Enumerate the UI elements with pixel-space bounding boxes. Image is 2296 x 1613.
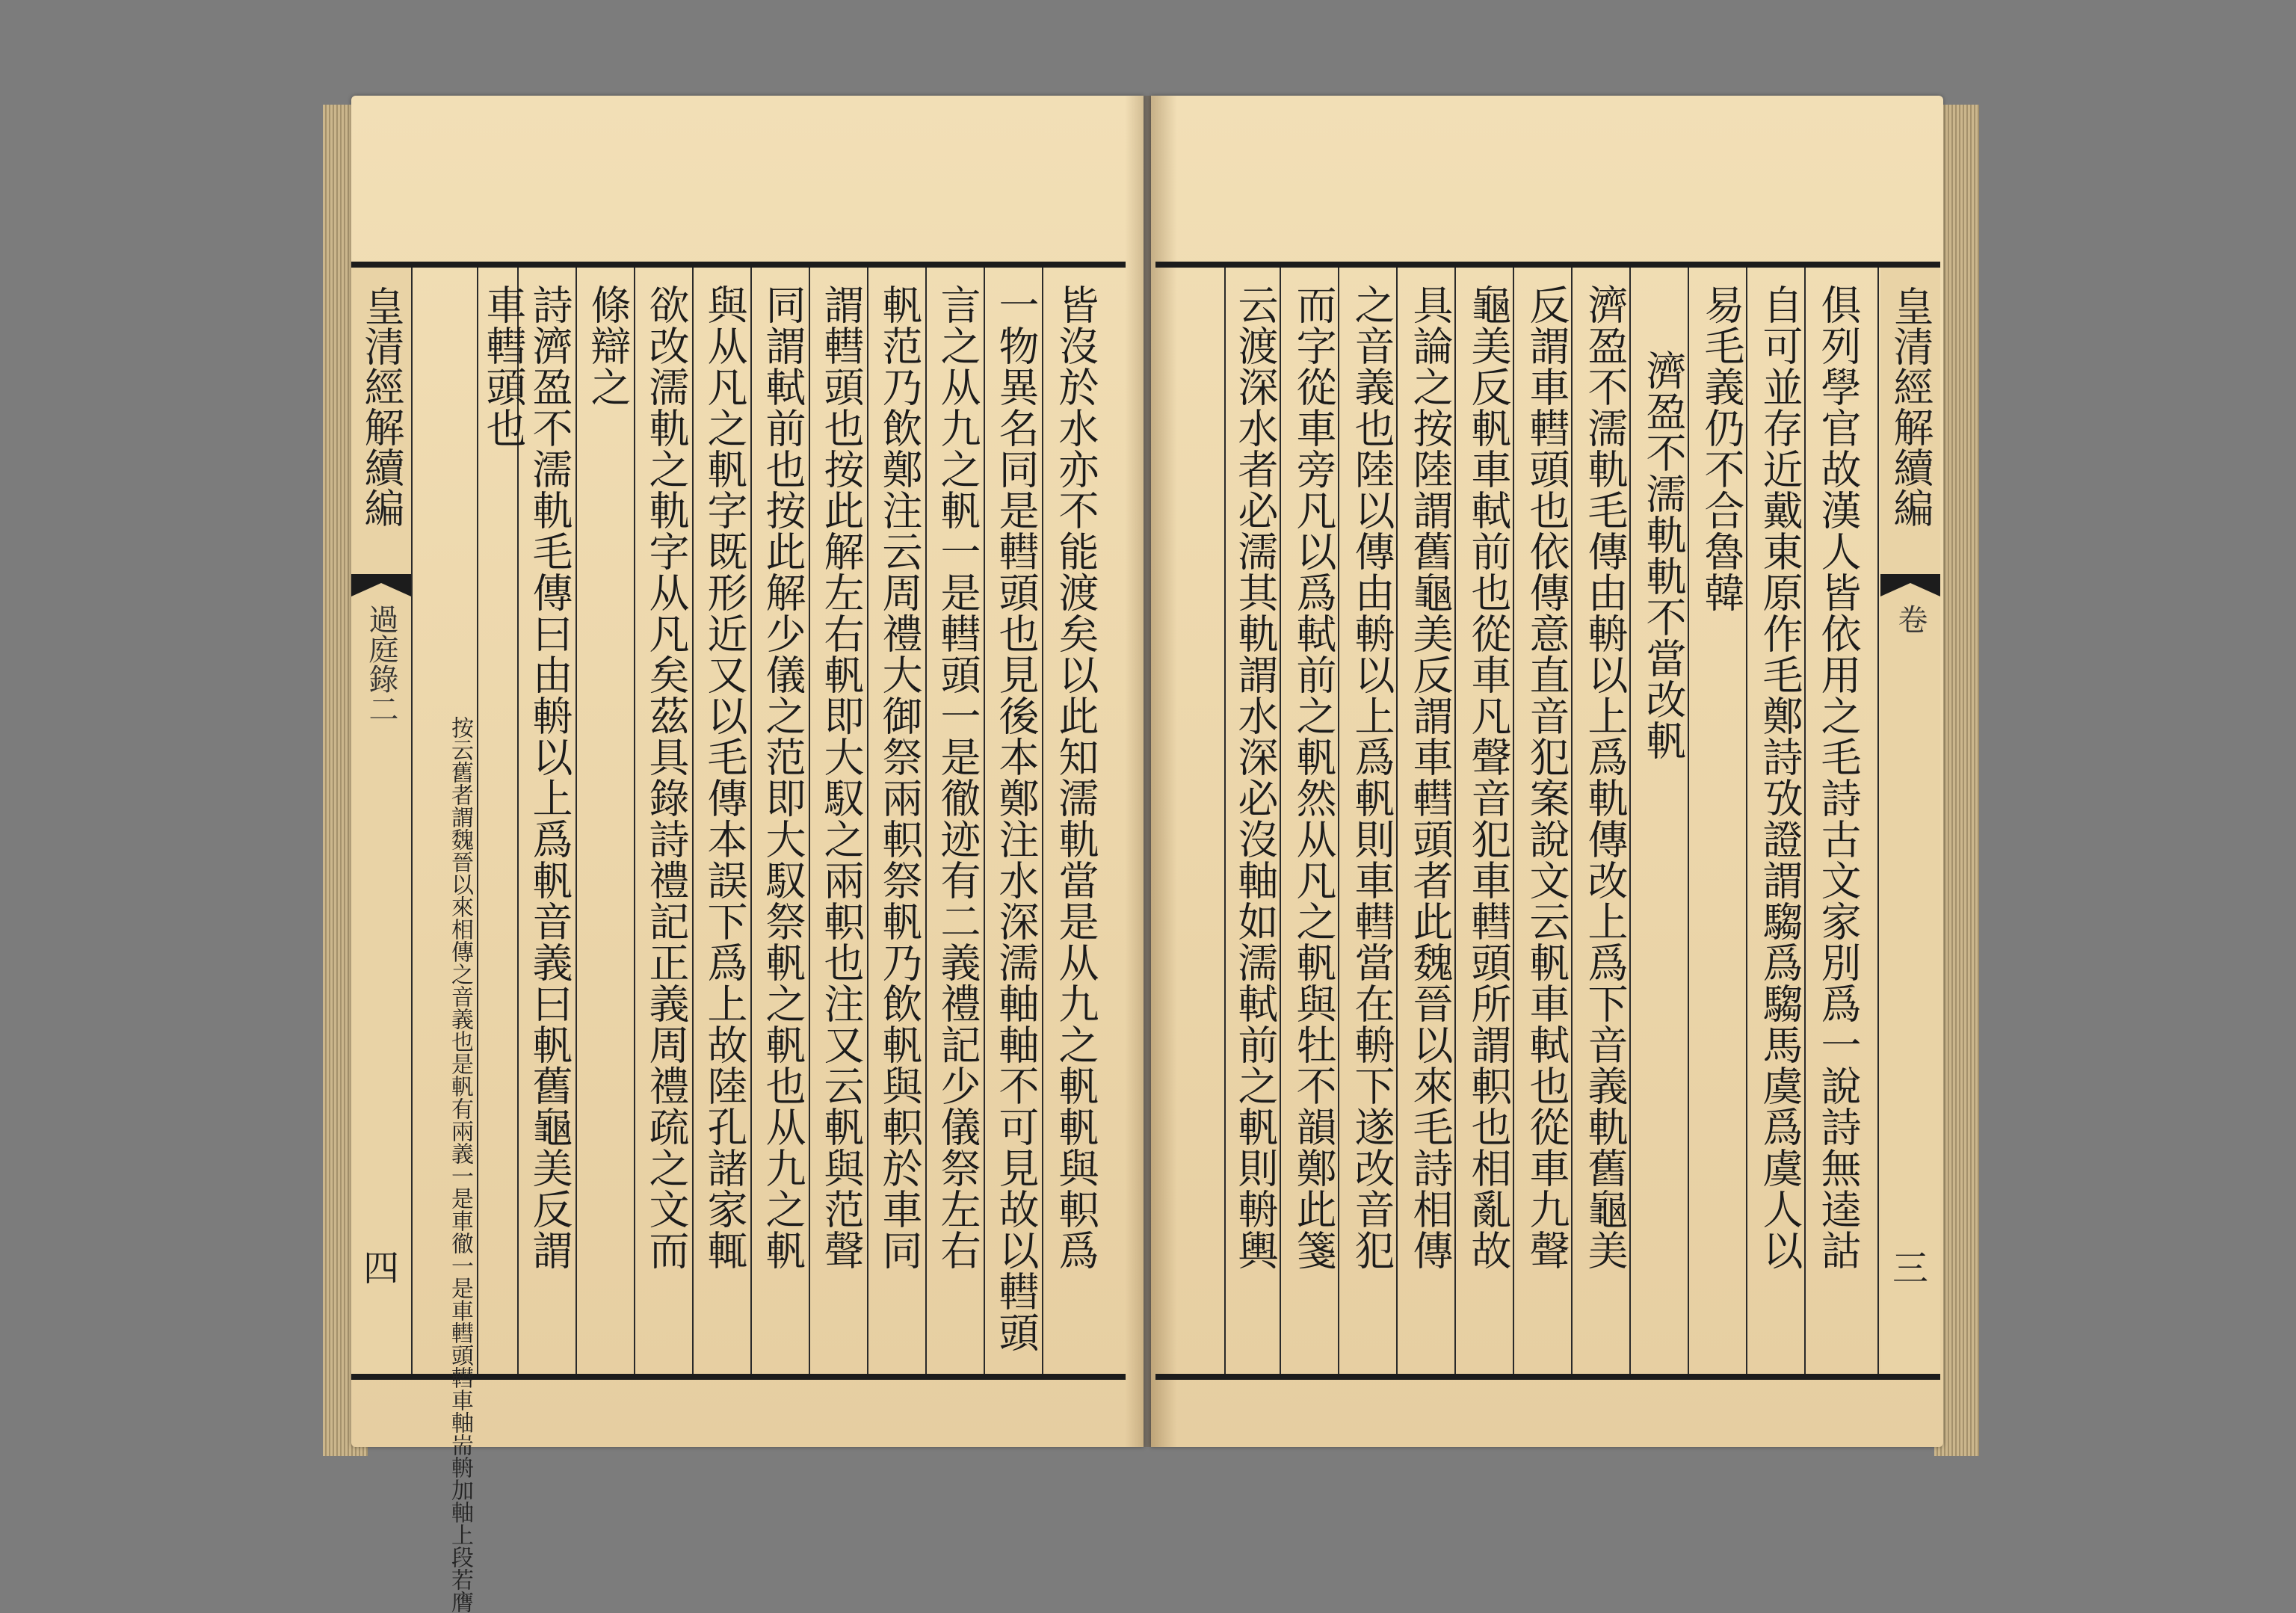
- text-column: 皆沒於水亦不能渡矣以此知濡軌當是从九之軓軓與軹爲: [1052, 284, 1099, 1271]
- left-text-block: [351, 262, 1126, 1613]
- text-column: 謂轊頭也按此解左右軓即大馭之兩軹也注又云軓與范聲: [818, 284, 865, 1271]
- right-page-number: 三: [1892, 1247, 1928, 1289]
- text-column: 云渡深水者必濡其軌謂水深必沒軸如濡軾前之軓則輈輿: [1232, 284, 1279, 1271]
- text-column: 而字從車旁凡以爲軾前之軓然从凡之軓與牡不韻鄭此箋: [1290, 284, 1337, 1271]
- text-column: 車轊頭也: [480, 284, 527, 448]
- text-column: 之音義也陸以傳由輈以上爲軓則車轊當在輈下遂改音犯: [1348, 284, 1395, 1271]
- text-column: 言之从九之軓一是轊頭一是徹迹有二義禮記少儀祭左右: [934, 284, 981, 1271]
- text-column: 自可並存近戴東原作毛鄭詩攷證謂騶爲騶馬虞爲虞人以: [1756, 284, 1803, 1271]
- text-column: 俱列學官故漢人皆依用之毛詩古文家別爲一說詩無逵詁: [1815, 284, 1862, 1271]
- text-column: 反謂車轊頭也依傳意直音犯案說文云軓車軾也從車九聲: [1523, 284, 1570, 1271]
- text-column: 欲改濡軌之軌字从凡矣茲具錄詩禮記正義周禮疏之文而: [643, 284, 690, 1271]
- text-column: 與从凡之軓字既形近又以毛傳本誤下爲上故陸孔諸家輒: [701, 284, 748, 1271]
- right-text-block: [1155, 262, 1940, 1380]
- left-banner: [351, 268, 411, 1374]
- right-banner: [1880, 268, 1940, 1374]
- text-column: 易毛義仍不合魯韓: [1698, 284, 1745, 613]
- right-banner-subtitle: 卷: [1893, 604, 1928, 634]
- text-column: 一物異名同是轊頭也見後本鄭注水深濡軸軸不可見故以轊頭: [993, 284, 1040, 1353]
- text-column: 同謂軾前也按此解少儀之范即大馭祭軓之軓也从九之軓: [759, 284, 806, 1271]
- fish-tail-mark: [1880, 574, 1940, 596]
- text-column: 濟盈不濡軌毛傳由輈以上爲軌傳改上爲下音義軌舊龜美: [1581, 284, 1629, 1271]
- commentary-column: 按云舊者謂魏晉以來相傳之音義也是軓有兩義一是車徹一是車轊頭轊車軸耑輈加軸上段若膺: [447, 716, 473, 1613]
- text-column: 詩濟盈不濡軌毛傳曰由輈以上爲軓音義曰軓舊龜美反謂: [526, 284, 573, 1271]
- left-banner-title: 皇清經解續編: [358, 286, 405, 528]
- text-column: 軓范乃飲鄭注云周禮大御祭兩軹祭軓乃飲軓與軹於車同: [876, 284, 923, 1271]
- right-banner-title: 皇清經解續編: [1887, 286, 1934, 528]
- section-heading: 濟盈不濡軌軌不當改軓: [1640, 350, 1687, 761]
- text-column: 龜美反軓車軾前也從車凡聲音犯車轊頭所謂軹也相亂故: [1465, 284, 1512, 1271]
- text-column: 具論之按陸謂舊龜美反謂車轊頭者此魏晉以來毛詩相傳: [1407, 284, 1454, 1271]
- left-page-number: 四: [362, 1247, 399, 1289]
- left-banner-subtitle: 過庭錄二: [364, 604, 398, 724]
- text-column: 條辯之: [584, 284, 632, 407]
- fish-tail-mark: [351, 574, 411, 596]
